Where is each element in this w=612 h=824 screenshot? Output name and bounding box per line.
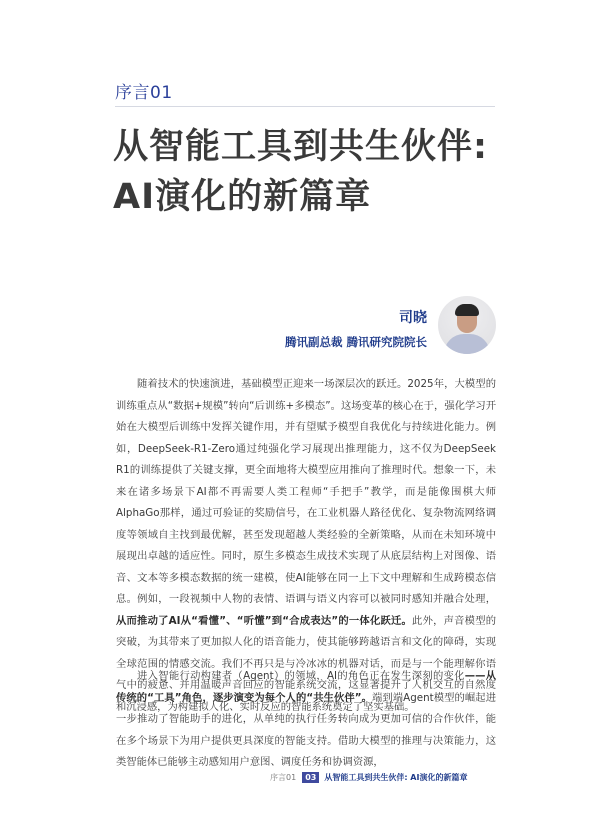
- footer-section: 序言01: [270, 773, 297, 782]
- page-number-badge: 03: [302, 772, 319, 783]
- paragraph-1-bold: 从而推动了AI从“看懂”、“听懂”到“合成表达”的一体化跃迁。: [116, 614, 413, 627]
- page-title: [113, 122, 513, 222]
- author-avatar: [438, 296, 496, 354]
- paragraph-2-text-a: 进入智能行动构建者（Agent）的领域，AI的角色正在发生深刻的变化: [137, 670, 465, 682]
- paragraph-1-text-a: 随着技术的快速演进，基础模型正迎来一场深层次的跃迁。2025年，大模型的训练重点从“数据+规模”转向“后训练+多模态”。这场变革的核心在于，强化学习开始在大模型后训练中发挥关键作用，并有望赋予模型自我优化与持续进化能力。例如，DeepSeek-R1-Zero通过纯强化学习展现出推理能力，这不仅为DeepSeek R1的训练提供了关键支撑，更全面地将大模型应用推向了推理时代。想象一下，未来在诸多场景下AI都不再需要人类工程师“手把手”教学，而是能像围棋大师AlphaGo那样，通过可验证的奖励信号，在工业机器人路径优化、复杂物流网络调度等领域自主找到最优解，甚至发现超越人类经验的全新策略，从而在未知环境中展现出卓越的适应性。同时，原生多模态生成技术实现了从底层结构上对图像、语音、文本等多模态数据的统一建模，使AI能够在同一上下文中理解和生成跨模态信息。例如，一段视频中人物的表情、语调与语义内容可以被同时感知并融合处理，: [116, 378, 496, 605]
- paragraph-2-text-b: 端到端Agent模型的崛起进一步推动了智能助手的进化，从单纯的执行任务转向成为更加可信的合作伙伴，能在多个场景下为用户提供更具深度的智能支持。借助大模型的推理与决策能力，这类智能体已能够主动感知用户意图、调度任务和协调资源，: [116, 691, 496, 768]
- page-footer: [270, 772, 467, 783]
- avatar-hair: [455, 304, 479, 316]
- title-line-2: AI演化的新篇章: [113, 177, 372, 217]
- paragraph-2-bold: ——从传统的“工具”角色，逐步演变为每个人的“共生伙伴”。: [116, 670, 497, 704]
- author-block: [285, 308, 427, 352]
- header-divider: [115, 106, 495, 107]
- section-label: 序言01: [115, 83, 173, 103]
- paragraph-2: [116, 666, 496, 774]
- avatar-shirt: [444, 334, 490, 354]
- author-name: 司晓: [399, 310, 427, 326]
- paragraph-1-text-b: 此外，声音模型的突破，为其带来了更加拟人化的语音能力，使其能够跨越语言和文化的障碍，实现全球范围的情感交流。我们不再只是与冷冰冰的机器对话，而是与一个能理解你语气中的疲惫、并用温暖声音回应的智能系统交流，这显著提升了人机交互的自然度和沉浸感，为构建拟人化、实时反应的智能系统奠定了坚实基础。: [116, 614, 497, 713]
- title-line-1: 从智能工具到共生伙伴:: [113, 127, 488, 167]
- footer-title: 从智能工具到共生伙伴: AI演化的新篇章: [324, 773, 468, 782]
- author-title: 腾讯副总裁 腾讯研究院院长: [284, 335, 427, 349]
